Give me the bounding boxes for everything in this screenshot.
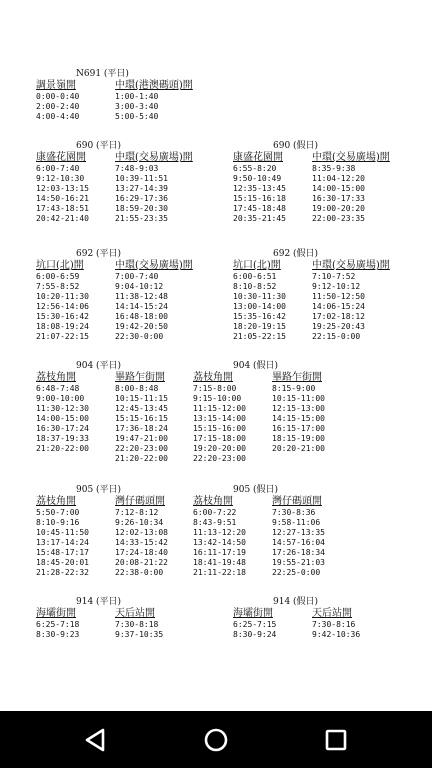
time-range: 11:15-12:00 — [193, 404, 246, 413]
time-range: 4:00-4:40 — [36, 112, 80, 121]
time-list — [36, 508, 89, 578]
time-range: 6:25-7:15 — [233, 620, 277, 629]
time-range: 11:30-12:30 — [36, 404, 89, 413]
departure-point: 中環(交易廣場)開 — [312, 152, 390, 163]
time-range: 13:27-14:39 — [115, 184, 168, 193]
route-header: 914 (平日) — [76, 597, 122, 607]
departure-point: 海壩街開 — [233, 608, 273, 619]
departure-point: 海壩街開 — [36, 608, 76, 619]
departure-point: 荔枝角開 — [193, 496, 233, 507]
departure-column-return — [312, 260, 390, 342]
time-range: 6:00-7:22 — [193, 508, 237, 517]
time-range: 21:20-22:00 — [115, 454, 168, 463]
time-range: 14:33-15:42 — [115, 538, 168, 547]
time-range: 19:20-20:00 — [193, 444, 246, 453]
time-list — [193, 384, 246, 464]
time-list — [272, 384, 325, 454]
recents-button[interactable] — [321, 725, 351, 755]
time-range: 17:26-18:34 — [272, 548, 325, 557]
time-range: 19:42-20:50 — [115, 322, 168, 331]
time-range: 10:45-11:50 — [36, 528, 89, 537]
time-range: 8:10-9:16 — [36, 518, 80, 527]
departure-column-origin — [36, 260, 89, 342]
time-list — [312, 620, 360, 640]
time-range: 12:15-13:00 — [272, 404, 325, 413]
departure-column-origin — [36, 496, 89, 578]
time-range: 14:00-15:00 — [36, 414, 89, 423]
time-range: 22:15-0:00 — [312, 332, 361, 341]
time-range: 10:15-11:00 — [272, 394, 325, 403]
time-range: 0:00-0:40 — [36, 92, 80, 101]
time-list — [115, 620, 163, 640]
time-range: 22:38-0:00 — [115, 568, 164, 577]
time-range: 1:00-1:40 — [115, 92, 159, 101]
departure-column-return — [115, 152, 193, 224]
route-header: 904 (假日) — [233, 361, 279, 371]
departure-column-origin — [36, 608, 79, 640]
time-range: 22:30-0:00 — [115, 332, 164, 341]
departure-column-origin — [193, 372, 246, 464]
back-button[interactable] — [81, 725, 111, 755]
time-range: 9:50-10:49 — [233, 174, 282, 183]
departure-column-return — [115, 608, 163, 640]
time-range: 22:20-23:00 — [193, 454, 246, 463]
time-range: 18:59-20:30 — [115, 204, 168, 213]
time-range: 22:25-0:00 — [272, 568, 321, 577]
time-range: 15:48-17:17 — [36, 548, 89, 557]
time-range: 15:30-16:42 — [36, 312, 89, 321]
time-range: 18:08-19:24 — [36, 322, 89, 331]
home-button[interactable] — [201, 725, 231, 755]
time-range: 3:00-3:40 — [115, 102, 159, 111]
time-range: 9:12-10:30 — [36, 174, 85, 183]
departure-column-origin — [36, 372, 89, 454]
time-range: 14:57-16:04 — [272, 538, 325, 547]
time-range: 16:30-17:33 — [312, 194, 365, 203]
time-range: 9:37-10:35 — [115, 630, 164, 639]
time-range: 13:17-14:24 — [36, 538, 89, 547]
time-range: 6:48-7:48 — [36, 384, 80, 393]
time-list — [115, 164, 193, 224]
departure-point: 天后站開 — [115, 608, 155, 619]
departure-column-return — [115, 80, 193, 122]
time-list — [36, 620, 79, 640]
time-range: 14:00-15:00 — [312, 184, 365, 193]
time-list — [312, 272, 390, 342]
time-list — [312, 164, 390, 224]
time-range: 17:45-18:48 — [233, 204, 286, 213]
time-range: 21:28-22:32 — [36, 568, 89, 577]
back-triangle-icon — [81, 725, 111, 755]
departure-point: 荔枝角開 — [36, 496, 76, 507]
time-range: 19:55-21:03 — [272, 558, 325, 567]
time-range: 21:05-22:15 — [233, 332, 286, 341]
departure-column-return — [115, 372, 168, 464]
departure-column-origin — [233, 608, 276, 640]
time-range: 10:15-11:15 — [115, 394, 168, 403]
time-range: 10:20-11:30 — [36, 292, 89, 301]
route-header: 914 (假日) — [273, 597, 319, 607]
time-range: 18:20-19:15 — [233, 322, 286, 331]
time-range: 20:08-21:22 — [115, 558, 168, 567]
time-range: 17:02-18:12 — [312, 312, 365, 321]
departure-point: 天后站開 — [312, 608, 352, 619]
time-range: 13:15-14:00 — [193, 414, 246, 423]
departure-point: 灣仔碼頭開 — [272, 496, 322, 507]
departure-point: 荔枝角開 — [36, 372, 76, 383]
time-range: 21:20-22:00 — [36, 444, 89, 453]
time-range: 16:30-17:24 — [36, 424, 89, 433]
time-range: 2:00-2:40 — [36, 102, 80, 111]
time-range: 13:00-14:00 — [233, 302, 286, 311]
time-range: 9:00-10:00 — [36, 394, 85, 403]
time-range: 8:35-9:38 — [312, 164, 356, 173]
departure-point: 康盛花園開 — [233, 152, 283, 163]
time-range: 18:45-20:01 — [36, 558, 89, 567]
departure-column-origin — [233, 152, 286, 224]
time-range: 8:15-9:00 — [272, 384, 316, 393]
time-range: 6:00-6:51 — [233, 272, 277, 281]
home-circle-icon — [201, 725, 231, 755]
time-range: 17:24-18:40 — [115, 548, 168, 557]
time-range: 12:56-14:06 — [36, 302, 89, 311]
time-list — [36, 384, 89, 454]
departure-point: 灣仔碼頭開 — [115, 496, 165, 507]
time-list — [233, 620, 276, 640]
route-header: 692 (假日) — [273, 249, 319, 259]
time-range: 9:12-10:12 — [312, 282, 361, 291]
route-header: N691 (平日) — [76, 69, 129, 79]
time-range: 18:15-19:00 — [272, 434, 325, 443]
time-list — [36, 272, 89, 342]
time-range: 15:35-16:42 — [233, 312, 286, 321]
departure-point: 康盛花園開 — [36, 152, 86, 163]
time-list — [272, 508, 325, 578]
time-range: 21:55-23:35 — [115, 214, 168, 223]
time-range: 5:50-7:00 — [36, 508, 80, 517]
time-range: 12:02-13:08 — [115, 528, 168, 537]
departure-column-return — [312, 152, 390, 224]
time-range: 5:00-5:40 — [115, 112, 159, 121]
time-range: 9:42-10:36 — [312, 630, 361, 639]
time-range: 9:04-10:12 — [115, 282, 164, 291]
time-range: 20:35-21:45 — [233, 214, 286, 223]
time-list — [115, 92, 193, 122]
navigation-bar — [0, 711, 432, 768]
time-list — [36, 92, 79, 122]
time-list — [115, 384, 168, 464]
departure-point: 調景嶺開 — [36, 80, 76, 91]
time-range: 8:30-9:23 — [36, 630, 80, 639]
time-range: 15:15-16:15 — [115, 414, 168, 423]
time-range: 11:04-12:20 — [312, 174, 365, 183]
departure-column-return — [312, 608, 360, 640]
time-range: 7:30-8:36 — [272, 508, 316, 517]
route-header: 690 (假日) — [273, 141, 319, 151]
time-range: 11:13-12:20 — [193, 528, 246, 537]
time-list — [36, 164, 89, 224]
time-range: 20:42-21:40 — [36, 214, 89, 223]
time-range: 7:10-7:52 — [312, 272, 356, 281]
time-range: 11:38-12:48 — [115, 292, 168, 301]
time-range: 16:48-18:00 — [115, 312, 168, 321]
time-range: 8:30-9:24 — [233, 630, 277, 639]
time-range: 7:15-8:00 — [193, 384, 237, 393]
departure-point: 畢路乍街開 — [115, 372, 165, 383]
time-range: 6:00-6:59 — [36, 272, 80, 281]
departure-column-return — [115, 260, 193, 342]
time-range: 12:27-13:35 — [272, 528, 325, 537]
departure-column-return — [272, 496, 325, 578]
time-range: 14:14-15:24 — [115, 302, 168, 311]
time-range: 7:30-8:18 — [115, 620, 159, 629]
time-range: 12:03-13:15 — [36, 184, 89, 193]
time-range: 14:15-15:00 — [272, 414, 325, 423]
time-range: 14:50-16:21 — [36, 194, 89, 203]
time-range: 15:15-16:00 — [193, 424, 246, 433]
time-range: 19:25-20:43 — [312, 322, 365, 331]
time-range: 8:10-8:52 — [233, 282, 277, 291]
departure-point: 荔枝角開 — [193, 372, 233, 383]
time-range: 18:37-19:33 — [36, 434, 89, 443]
time-list — [115, 508, 168, 578]
departure-point: 畢路乍街開 — [272, 372, 322, 383]
route-header: 692 (平日) — [76, 249, 122, 259]
departure-point: 坑口(北)開 — [36, 260, 84, 271]
time-range: 19:00-20:20 — [312, 204, 365, 213]
time-range: 13:42-14:50 — [193, 538, 246, 547]
time-range: 7:12-8:12 — [115, 508, 159, 517]
time-list — [233, 164, 286, 224]
time-list — [193, 508, 246, 578]
departure-point: 中環(交易廣場)開 — [115, 152, 193, 163]
time-range: 7:55-8:52 — [36, 282, 80, 291]
recents-square-icon — [321, 725, 351, 755]
time-range: 18:41-19:48 — [193, 558, 246, 567]
time-range: 6:55-8:20 — [233, 164, 277, 173]
time-range: 8:00-8:48 — [115, 384, 159, 393]
time-list — [233, 272, 286, 342]
time-range: 16:29-17:36 — [115, 194, 168, 203]
departure-point: 坑口(北)開 — [233, 260, 281, 271]
time-range: 6:00-7:40 — [36, 164, 80, 173]
route-header: 690 (平日) — [76, 141, 122, 151]
departure-column-origin — [36, 152, 89, 224]
departure-point: 中環(交易廣場)開 — [312, 260, 390, 271]
time-range: 16:15-17:00 — [272, 424, 325, 433]
departure-column-return — [272, 372, 325, 454]
time-range: 22:00-23:35 — [312, 214, 365, 223]
time-range: 11:50-12:50 — [312, 292, 365, 301]
time-range: 12:45-13:45 — [115, 404, 168, 413]
time-range: 9:15-10:00 — [193, 394, 242, 403]
route-header: 905 (假日) — [233, 485, 279, 495]
time-range: 8:43-9:51 — [193, 518, 237, 527]
time-range: 7:48-9:03 — [115, 164, 159, 173]
time-range: 17:43-18:51 — [36, 204, 89, 213]
time-range: 16:11-17:19 — [193, 548, 246, 557]
departure-point: 中環(港澳碼頭)開 — [115, 80, 193, 91]
departure-column-return — [115, 496, 168, 578]
route-header: 904 (平日) — [76, 361, 122, 371]
time-range: 21:11-22:18 — [193, 568, 246, 577]
time-range: 12:35-13:45 — [233, 184, 286, 193]
time-range: 15:15-16:18 — [233, 194, 286, 203]
time-range: 6:25-7:18 — [36, 620, 80, 629]
time-range: 19:47-21:00 — [115, 434, 168, 443]
time-range: 7:00-7:40 — [115, 272, 159, 281]
departure-column-origin — [233, 260, 286, 342]
departure-point: 中環(交易廣場)開 — [115, 260, 193, 271]
time-range: 7:30-8:16 — [312, 620, 356, 629]
time-range: 21:07-22:15 — [36, 332, 89, 341]
time-range: 22:20-23:00 — [115, 444, 168, 453]
departure-column-origin — [36, 80, 79, 122]
time-range: 14:06-15:24 — [312, 302, 365, 311]
route-header: 905 (平日) — [76, 485, 122, 495]
time-range: 17:15-18:00 — [193, 434, 246, 443]
time-range: 20:20-21:00 — [272, 444, 325, 453]
time-range: 9:26-10:34 — [115, 518, 164, 527]
time-range: 9:58-11:06 — [272, 518, 321, 527]
time-list — [115, 272, 193, 342]
departure-column-origin — [193, 496, 246, 578]
time-range: 10:39-11:51 — [115, 174, 168, 183]
time-range: 17:36-18:24 — [115, 424, 168, 433]
time-range: 10:30-11:30 — [233, 292, 286, 301]
